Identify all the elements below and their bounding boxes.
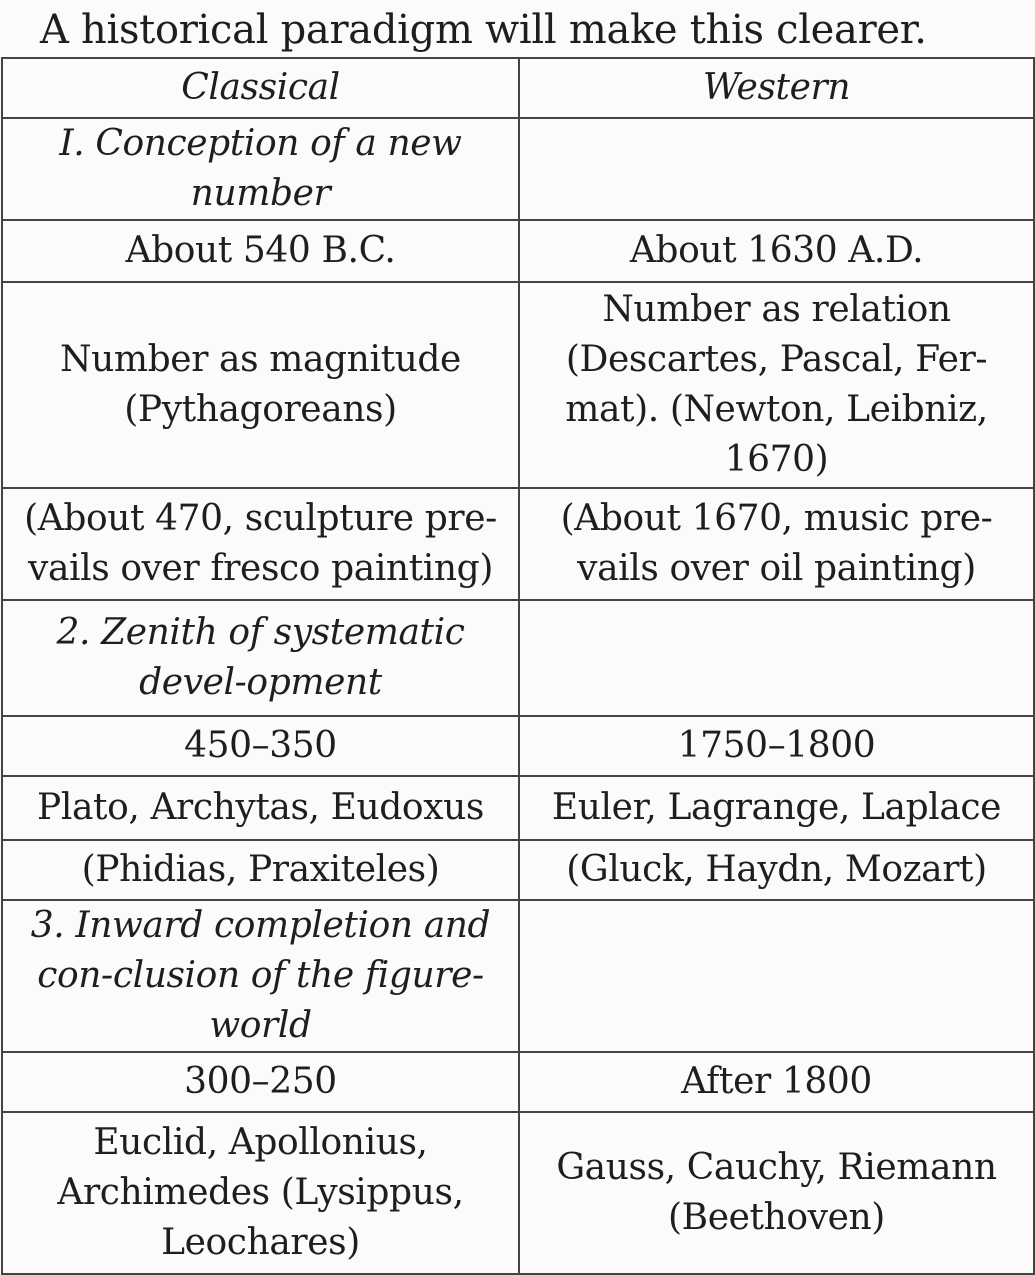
empty-cell: [519, 900, 1034, 1052]
historical-paradigm-table: [1, 57, 1035, 1275]
western-artists: (Gluck, Haydn, Mozart): [519, 840, 1034, 900]
table-header-row: [2, 58, 1034, 118]
intro-sentence: A historical paradigm will make this clearer.: [40, 7, 927, 53]
empty-cell: [519, 118, 1034, 220]
table-row: [2, 220, 1034, 282]
table-row: [2, 282, 1034, 488]
western-names: Euler, Lagrange, Laplace: [519, 776, 1034, 840]
western-names: Gauss, Cauchy, Riemann (Beethoven): [519, 1112, 1034, 1274]
table-row: [2, 1112, 1034, 1274]
classical-date: 450–350: [2, 716, 519, 776]
section-heading-row: [2, 600, 1034, 716]
column-header-western: Western: [519, 58, 1034, 118]
western-date: 1750–1800: [519, 716, 1034, 776]
table-row: [2, 1052, 1034, 1112]
empty-cell: [519, 600, 1034, 716]
column-header-classical: Classical: [2, 58, 519, 118]
classical-number-concept: Number as magnitude (Pythagoreans): [2, 282, 519, 488]
table-row: [2, 716, 1034, 776]
section-heading-row: [2, 900, 1034, 1052]
section-heading-row: [2, 118, 1034, 220]
table-row: [2, 776, 1034, 840]
classical-date: About 540 B.C.: [2, 220, 519, 282]
classical-art-note: (About 470, sculpture pre-vails over fresco painting): [2, 488, 519, 600]
table-row: [2, 488, 1034, 600]
western-date: About 1630 A.D.: [519, 220, 1034, 282]
western-date: After 1800: [519, 1052, 1034, 1112]
classical-names: Euclid, Apollonius, Archimedes (Lysippus, Leochares): [2, 1112, 519, 1274]
section-title: I. Conception of a new number: [2, 118, 519, 220]
section-title: 2. Zenith of systematic devel-opment: [2, 600, 519, 716]
western-number-concept: Number as relation (Descartes, Pascal, Fer-mat). (Newton, Leibniz, 1670): [519, 282, 1034, 488]
classical-artists: (Phidias, Praxiteles): [2, 840, 519, 900]
section-title: 3. Inward completion and con-clusion of the figure-world: [2, 900, 519, 1052]
western-art-note: (About 1670, music pre-vails over oil painting): [519, 488, 1034, 600]
table-row: [2, 840, 1034, 900]
classical-date: 300–250: [2, 1052, 519, 1112]
classical-names: Plato, Archytas, Eudoxus: [2, 776, 519, 840]
